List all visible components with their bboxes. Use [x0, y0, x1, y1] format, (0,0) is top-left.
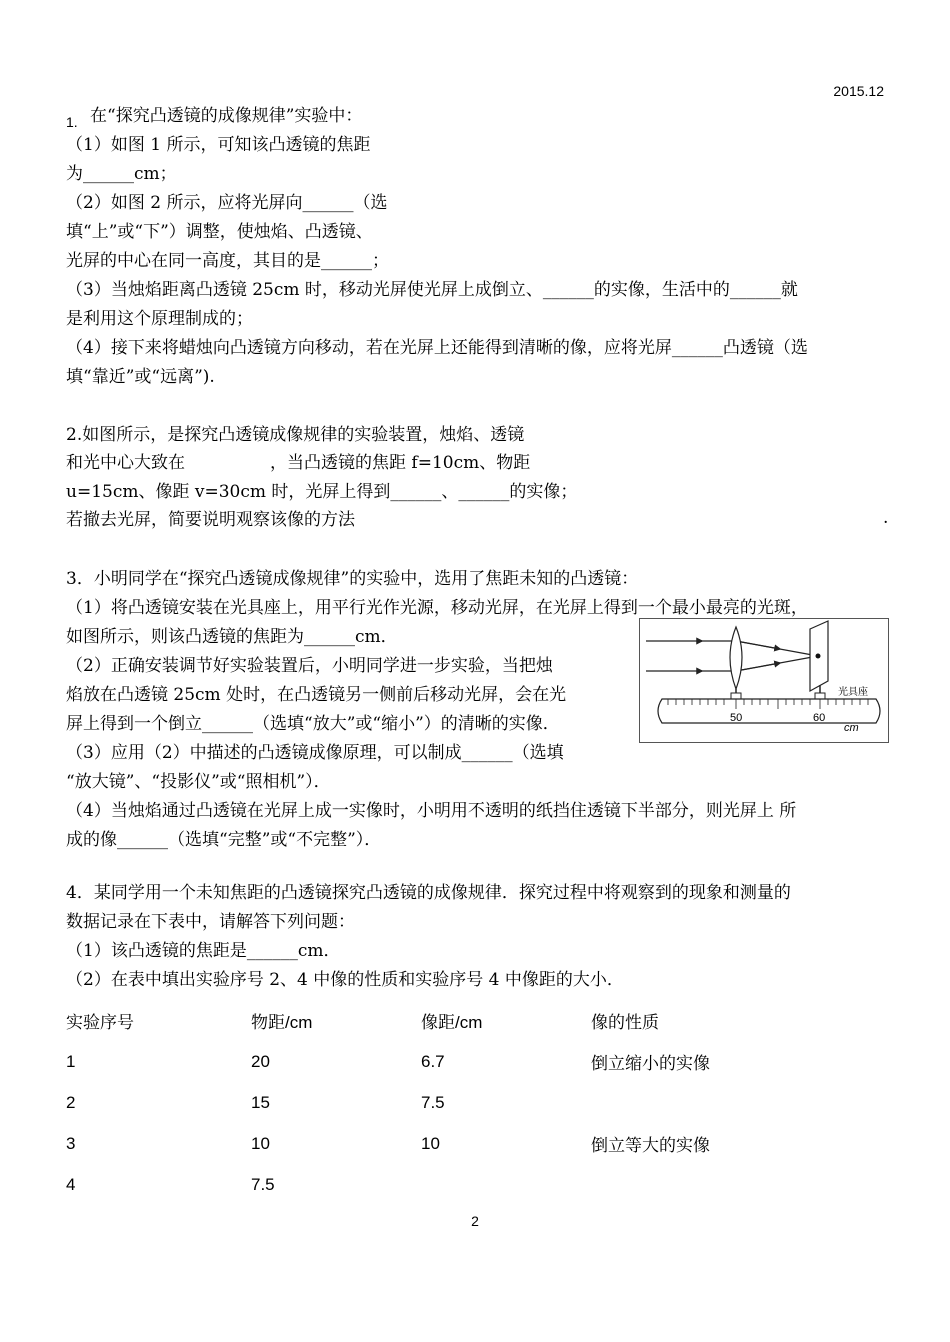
table-cell [421, 1164, 591, 1205]
table-header-cell: 实验序号 [66, 1013, 134, 1032]
table-cell [591, 1082, 891, 1123]
q3-line: （2）正确安装调节好实验装置后，小明同学进一步实验，当把烛 [66, 656, 553, 676]
q2-line: u=15cm、像距 v=30cm 时，光屏上得到______、______的实像； [66, 482, 578, 502]
q3-line: 如图所示，则该凸透镜的焦距为______cm． [66, 627, 398, 647]
table-cell: 10 [421, 1133, 440, 1153]
q2-line: 和光中心大致在 ，当凸透镜的焦距 f=10cm、物距 [66, 453, 531, 473]
table-row [66, 1041, 891, 1082]
table-row [66, 1164, 891, 1205]
q1-line: （1）如图 1 所示，可知该凸透镜的焦距 [66, 135, 371, 155]
table-cell: 1 [66, 1051, 76, 1071]
q3-line: （4）当烛焰通过凸透镜在光屏上成一实像时，小明用不透明的纸挡住透镜下半部分，则光屏上 所 [66, 801, 797, 821]
tick-label-50: 50 [730, 712, 743, 724]
table-cell: 10 [251, 1133, 270, 1153]
q3-line: 成的像______（选填“完整”或“不完整”）． [66, 830, 382, 850]
table-cell: 7.5 [251, 1174, 275, 1194]
table-cell: 3 [66, 1133, 76, 1153]
table-header-cell: 物距/cm [251, 1013, 313, 1032]
table-header-row [66, 1000, 891, 1041]
bench-label: 光具座 [838, 687, 868, 698]
q1-line: 是利用这个原理制成的； [66, 309, 253, 329]
date-label: 2015.12 [833, 83, 884, 99]
table-cell: 20 [251, 1051, 270, 1071]
q4-line: （1）该凸透镜的焦距是______cm． [66, 941, 341, 961]
q3-line: “放大镜”、“投影仪”或“照相机”）． [66, 772, 331, 792]
light-spot [816, 654, 821, 659]
q1-title: 在“探究凸透镜的成像规律”实验中： [90, 106, 363, 126]
q1-line: 填“上”或“下”）调整，使烛焰、凸透镜、 [66, 222, 373, 242]
q1-line: 为______cm； [66, 164, 177, 184]
table-cell: 倒立缩小的实像 [591, 1054, 710, 1073]
table-header-cell: 像的性质 [591, 1013, 659, 1032]
q1-line: （2）如图 2 所示，应将光屏向______（选 [66, 193, 388, 213]
optical-bench-figure [639, 618, 889, 743]
table-cell: 倒立等大的实像 [591, 1136, 710, 1155]
ray-top-arrow [736, 641, 780, 649]
q2-line: 2.如图所示，是探究凸透镜成像规律的实验装置，烛焰、透镜 [66, 425, 525, 445]
q3-line: （1）将凸透镜安装在光具座上，用平行光作光源，移动光屏，在光屏上得到一个最小最亮的光斑， [66, 598, 808, 618]
table-header-cell: 像距/cm [421, 1013, 483, 1032]
q4-line: 4．某同学用一个未知焦距的凸透镜探究凸透镜的成像规律．探究过程中将观察到的现象和测量的 [66, 883, 791, 903]
q3-line: 屏上得到一个倒立______（选填“放大”或“缩小”）的清晰的实像． [66, 714, 560, 734]
ray-bottom-arrow [736, 663, 780, 671]
q3-line: （3）应用（2）中描述的凸透镜成像原理，可以制成______（选填 [66, 743, 564, 763]
table-cell: 2 [66, 1092, 76, 1112]
optical-bench-diagram [640, 619, 888, 742]
table-cell: 7.5 [421, 1092, 445, 1112]
lens-holder [731, 693, 741, 699]
table-row [66, 1082, 891, 1123]
table-cell [591, 1164, 891, 1205]
tick-label-60: 60 [813, 712, 826, 724]
q2-line: 若撤去光屏，简要说明观察该像的方法 [66, 510, 355, 530]
q4-line: （2）在表中填出实验序号 2、4 中像的性质和实验序号 4 中像距的大小． [66, 970, 624, 990]
q1-number: 1. [66, 114, 78, 130]
q1-line: 填“靠近”或“远离”). [66, 367, 215, 387]
screen-holder [815, 693, 825, 699]
q1-line: 光屏的中心在同一高度，其目的是______； [66, 251, 389, 271]
table-row [66, 1123, 891, 1164]
q3-line: 焰放在凸透镜 25cm 处时，在凸透镜另一侧前后移动光屏，会在光 [66, 685, 567, 705]
q1-line: （3）当烛焰距离凸透镜 25cm 时，移动光屏使光屏上成倒立、______的实像，生活中的______就 [66, 280, 798, 300]
table-cell: 6.7 [421, 1051, 445, 1071]
q2-end-mark: . [883, 508, 889, 528]
bench-rail [658, 699, 880, 723]
table-cell: 4 [66, 1174, 76, 1194]
table-cell: 15 [251, 1092, 270, 1112]
q3-line: 3．小明同学在“探究凸透镜成像规律”的实验中，选用了焦距未知的凸透镜： [66, 569, 639, 589]
page-number: 2 [471, 1213, 479, 1229]
convex-lens [730, 627, 742, 689]
experiment-table [66, 1000, 891, 1205]
q1-line: （4）接下来将蜡烛向凸透镜方向移动，若在光屏上还能得到清晰的像，应将光屏______凸透镜（选 [66, 338, 808, 358]
unit-label: cm [844, 722, 859, 734]
q4-line: 数据记录在下表中，请解答下列问题： [66, 912, 355, 932]
